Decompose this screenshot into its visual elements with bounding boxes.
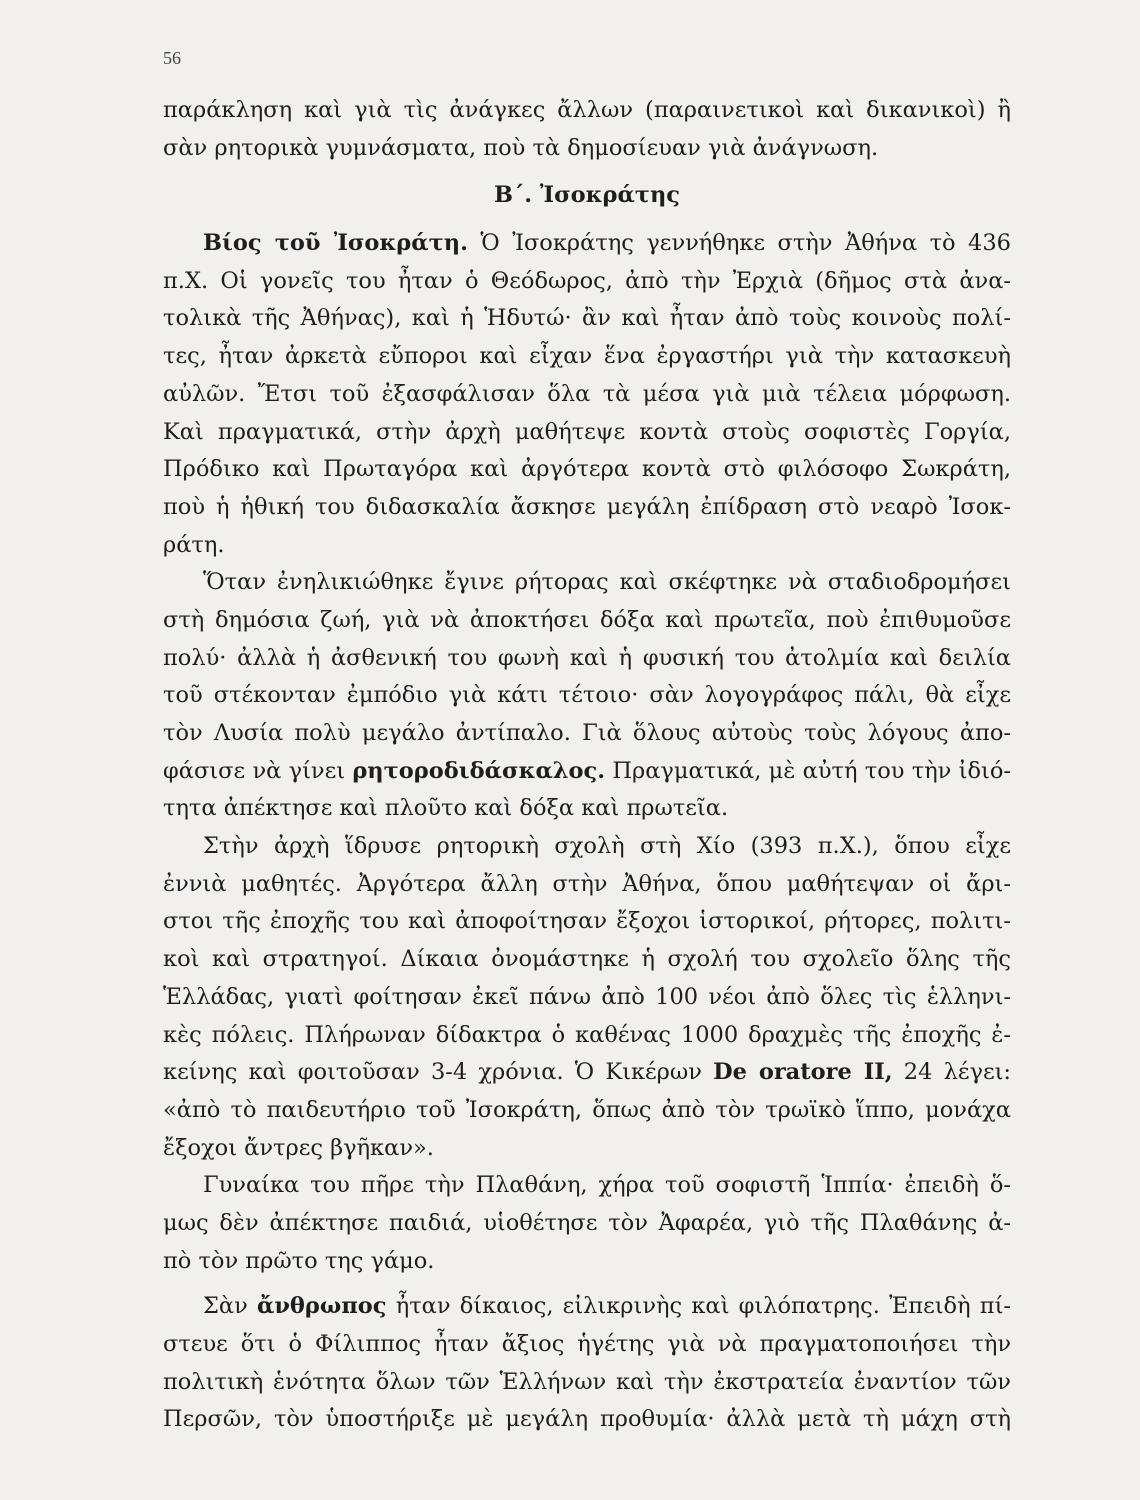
text-line — [163, 1054, 1011, 1092]
text-line: Πρόδικο καὶ Πρωταγόρα καὶ ἀργότερα κοντὰ στὸ φιλόσοφο Σωκράτη, — [163, 456, 1011, 483]
text-line: ποὺ ἡ ἠθική του διδασκαλία ἄσκησε μεγάλη ἐπίδραση στὸ νεαρὸ Ἰσοκ- — [163, 493, 1011, 520]
text-line — [163, 225, 1011, 263]
text-line: Γυναίκα του πῆρε τὴν Πλαθάνη, χήρα τοῦ σοφιστῆ Ἱππία· ἐπειδὴ ὅ- — [203, 1172, 1011, 1199]
text-line: ἐννιὰ μαθητές. Ἀργότερα ἄλλη στὴν Ἀθήνα, ὅπου μαθήτεψαν οἱ ἄρι- — [163, 870, 1011, 897]
text-fragment: φάσισε νὰ γίνει — [163, 757, 353, 784]
text-line: Ὅταν ἐνηλικιώθηκε ἔγινε ρήτορας καὶ σκέφτηκε νὰ σταδιοδρομήσει — [203, 569, 1011, 596]
text-line: σὰν ρητορικὰ γυμνάσματα, ποὺ τὰ δημοσίευαν γιὰ ἀνάγνωση. — [163, 134, 879, 161]
text-line: π.Χ. Οἱ γονεῖς του ἦταν ὁ Θεόδωρος, ἀπὸ τὴν Ἐρχιὰ (δῆμος στὰ ἀνα- — [163, 267, 1011, 294]
text-line: τολικὰ τῆς Ἀθήνας), καὶ ἡ Ἡδυτώ· ἂν καὶ ἦταν ἀπὸ τοὺς κοινοὺς πολί- — [163, 305, 1011, 332]
text-line: κοὶ καὶ στρατηγοί. Δίκαια ὀνομάστηκε ἡ σχολή του σχολεῖο ὅλης τῆς — [163, 946, 1011, 973]
text-line: Περσῶν, τὸν ὑποστήριξε μὲ μεγάλη προθυμία· ἀλλὰ μετὰ τὴ μάχη στὴ — [163, 1406, 1011, 1433]
text-line: τοῦ στέκονταν ἐμπόδιο γιὰ κάτι τέτοιο· σὰν λογογράφος πάλι, θὰ εἶχε — [163, 682, 1011, 709]
text-line: Ἑλλάδας, γιατὶ φοίτησαν ἐκεῖ πάνω ἀπὸ 100 νέοι ἀπὸ ὅλες τὶς ἑλληνι- — [163, 983, 1011, 1010]
text-fragment: Σὰν — [203, 1293, 257, 1320]
section-heading: Β΄. Ἰσοκράτης — [493, 182, 681, 209]
bold-citation: De oratore II, — [713, 1059, 893, 1086]
text-fragment: ἦταν δίκαιος, εἰλικρινὴς καὶ φιλόπατρης. Ἐπειδὴ πί- — [386, 1293, 1012, 1320]
text-line: Στὴν ἀρχὴ ἵδρυσε ρητορικὴ σχολὴ στὴ Χίο (393 π.Χ.), ὅπου εἶχε — [203, 833, 1011, 860]
text-line: τητα ἀπέκτησε καὶ πλοῦτο καὶ δόξα καὶ πρωτεῖα. — [163, 795, 729, 822]
text-fragment: Ὁ Ἰσοκράτης γεννήθηκε στὴν Ἀθήνα τὸ 436 — [467, 230, 1011, 257]
paragraph-bold-lead: Βίος τοῦ Ἰσοκράτη. — [203, 230, 468, 257]
text-fragment: 24 λέγει: — [892, 1059, 1011, 1086]
text-line: στὴ δημόσια ζωή, γιὰ νὰ ἀποκτήσει δόξα καὶ πρωτεῖα, ποὺ ἐπιθυμοῦσε — [163, 606, 1011, 633]
text-line: τες, ἦταν ἀρκετὰ εὔποροι καὶ εἶχαν ἕνα ἐργαστήρι γιὰ τὴν κατασκευὴ — [163, 343, 1011, 370]
text-line: πὸ τὸν πρῶτο της γάμο. — [163, 1247, 435, 1274]
text-line: αὐλῶν. Ἔτσι τοῦ ἐξασφάλισαν ὅλα τὰ μέσα γιὰ μιὰ τέλεια μόρφωση. — [163, 380, 1011, 407]
page-number: 56 — [163, 48, 181, 68]
bold-term: ρητοροδιδάσκαλος. — [352, 757, 606, 784]
document-body — [163, 92, 1011, 1439]
text-line: κὲς πόλεις. Πλήρωναν δίδακτρα ὁ καθένας 1000 δραχμὲς τῆς ἐποχῆς ἐ- — [163, 1021, 1011, 1048]
text-line: παράκληση καὶ γιὰ τὶς ἀνάγκες ἄλλων (παραινετικοὶ καὶ δικανικοὶ) ἢ — [163, 97, 1011, 123]
text-line: ἔξοχοι ἄντρες βγῆκαν». — [163, 1134, 434, 1161]
text-fragment: Πραγματικά, μὲ αὐτή του τὴν ἰδιό- — [605, 757, 1011, 784]
text-line: μως δὲν ἀπέκτησε παιδιά, υἱοθέτησε τὸν Ἀφαρέα, γιὸ τῆς Πλαθάνης ἀ- — [163, 1209, 1011, 1236]
text-line: τὸν Λυσία πολὺ μεγάλο ἀντίπαλο. Γιὰ ὅλους αὐτοὺς τοὺς λόγους ἀπο- — [163, 720, 1011, 746]
text-line: ράτη. — [163, 531, 225, 558]
text-line: «ἀπὸ τὸ παιδευτήριο τοῦ Ἰσοκράτη, ὅπως ἀπὸ τὸν τρωϊκὸ ἵππο, μονάχα — [163, 1096, 1011, 1123]
text-fragment: κείνης καὶ φοιτοῦσαν 3-4 χρόνια. Ὁ Κικέρων — [163, 1059, 714, 1086]
bold-term: ἄνθρωπος — [257, 1293, 387, 1320]
text-line: στοι τῆς ἐποχῆς του καὶ ἀποφοίτησαν ἔξοχοι ἱστορικοί, ρήτορες, πολιτι- — [163, 908, 1011, 935]
text-line: στευε ὅτι ὁ Φίλιππος ἦταν ἄξιος ἡγέτης γιὰ νὰ πραγματοποιήσει τὴν — [163, 1331, 1011, 1357]
text-line — [163, 1288, 1011, 1326]
text-line: πολιτικὴ ἑνότητα ὅλων τῶν Ἑλλήνων καὶ τὴν ἐκστρατεία ἐναντίον τῶν — [163, 1368, 1011, 1395]
text-line: Καὶ πραγματικά, στὴν ἀρχὴ μαθήτεψε κοντὰ στοὺς σοφιστὲς Γοργία, — [163, 418, 1011, 445]
text-line — [163, 753, 1011, 791]
text-line: πολύ· ἀλλὰ ἡ ἀσθενική του φωνὴ καὶ ἡ φυσική του ἀτολμία καὶ δειλία — [163, 644, 1011, 671]
